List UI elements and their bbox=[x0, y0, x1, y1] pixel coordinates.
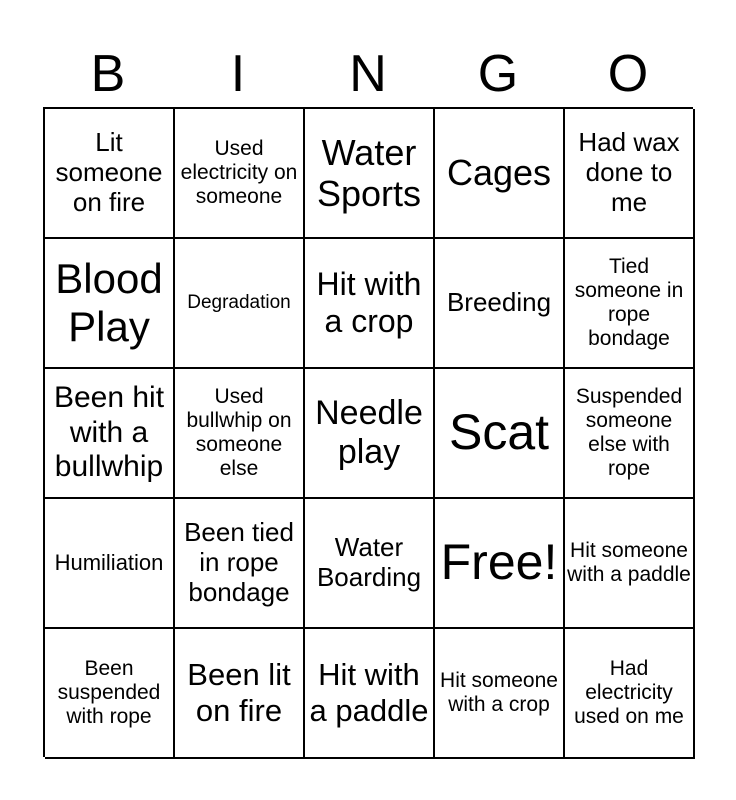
cell-text: Been hit with a bullwhip bbox=[53, 381, 165, 484]
cell-text: Water Sports bbox=[316, 131, 422, 214]
bingo-cell[interactable] bbox=[565, 109, 695, 239]
bingo-cell[interactable] bbox=[45, 499, 175, 629]
header-letter-o: O bbox=[607, 45, 649, 103]
cell-text: Scat bbox=[448, 404, 550, 461]
cell-text: Been tied in rope bondage bbox=[184, 517, 294, 607]
bingo-header bbox=[43, 44, 693, 104]
bingo-cell[interactable] bbox=[175, 239, 305, 369]
bingo-cell[interactable] bbox=[305, 109, 435, 239]
bingo-cell[interactable] bbox=[45, 369, 175, 499]
bingo-cell[interactable] bbox=[435, 239, 565, 369]
cell-text: Used bullwhip on someone else bbox=[186, 384, 292, 481]
cell-text: Used electricity on someone bbox=[180, 136, 298, 209]
cell-text: Breeding bbox=[446, 287, 552, 318]
bingo-cell[interactable] bbox=[435, 109, 565, 239]
cell-text: Water Boarding bbox=[316, 532, 422, 592]
cell-text: Had electricity used on me bbox=[574, 656, 684, 729]
bingo-cell[interactable] bbox=[435, 629, 565, 759]
bingo-cell[interactable] bbox=[45, 239, 175, 369]
bingo-cell[interactable] bbox=[435, 499, 565, 629]
cell-text: Lit someone on fire bbox=[55, 127, 163, 217]
cell-text: Free! bbox=[440, 534, 558, 591]
bingo-cell[interactable] bbox=[175, 369, 305, 499]
cell-text: Degradation bbox=[187, 292, 291, 314]
header-letter-g: G bbox=[477, 45, 519, 103]
bingo-cell[interactable] bbox=[435, 369, 565, 499]
cell-text: Hit someone with a crop bbox=[440, 668, 558, 716]
cell-text: Cages bbox=[446, 152, 552, 194]
bingo-cell[interactable] bbox=[565, 629, 695, 759]
cell-text: Needle play bbox=[315, 393, 423, 471]
cell-text: Humiliation bbox=[54, 550, 164, 576]
cell-text: Tied someone in rope bondage bbox=[574, 254, 684, 351]
bingo-cell[interactable] bbox=[305, 369, 435, 499]
bingo-cell[interactable] bbox=[175, 499, 305, 629]
cell-text: Blood Play bbox=[55, 254, 163, 350]
bingo-cell[interactable] bbox=[305, 629, 435, 759]
bingo-cell[interactable] bbox=[565, 369, 695, 499]
header-letter-b: B bbox=[90, 45, 126, 103]
cell-text: Hit with a paddle bbox=[309, 657, 429, 728]
bingo-cell[interactable] bbox=[175, 109, 305, 239]
cell-text: Been lit on fire bbox=[187, 657, 291, 728]
cell-text: Hit with a crop bbox=[316, 266, 422, 339]
bingo-board bbox=[43, 107, 693, 757]
bingo-cell[interactable] bbox=[565, 499, 695, 629]
cell-text: Hit someone with a paddle bbox=[567, 538, 691, 586]
cell-text: Had wax done to me bbox=[578, 127, 680, 217]
bingo-cell[interactable] bbox=[305, 499, 435, 629]
bingo-cell[interactable] bbox=[45, 629, 175, 759]
bingo-cell[interactable] bbox=[565, 239, 695, 369]
bingo-cell[interactable] bbox=[45, 109, 175, 239]
bingo-cell[interactable] bbox=[175, 629, 305, 759]
header-letter-n: N bbox=[349, 45, 387, 103]
bingo-cell[interactable] bbox=[305, 239, 435, 369]
header-letter-i: I bbox=[230, 45, 246, 103]
cell-text: Suspended someone else with rope bbox=[575, 384, 683, 481]
cell-text: Been suspended with rope bbox=[57, 656, 161, 729]
